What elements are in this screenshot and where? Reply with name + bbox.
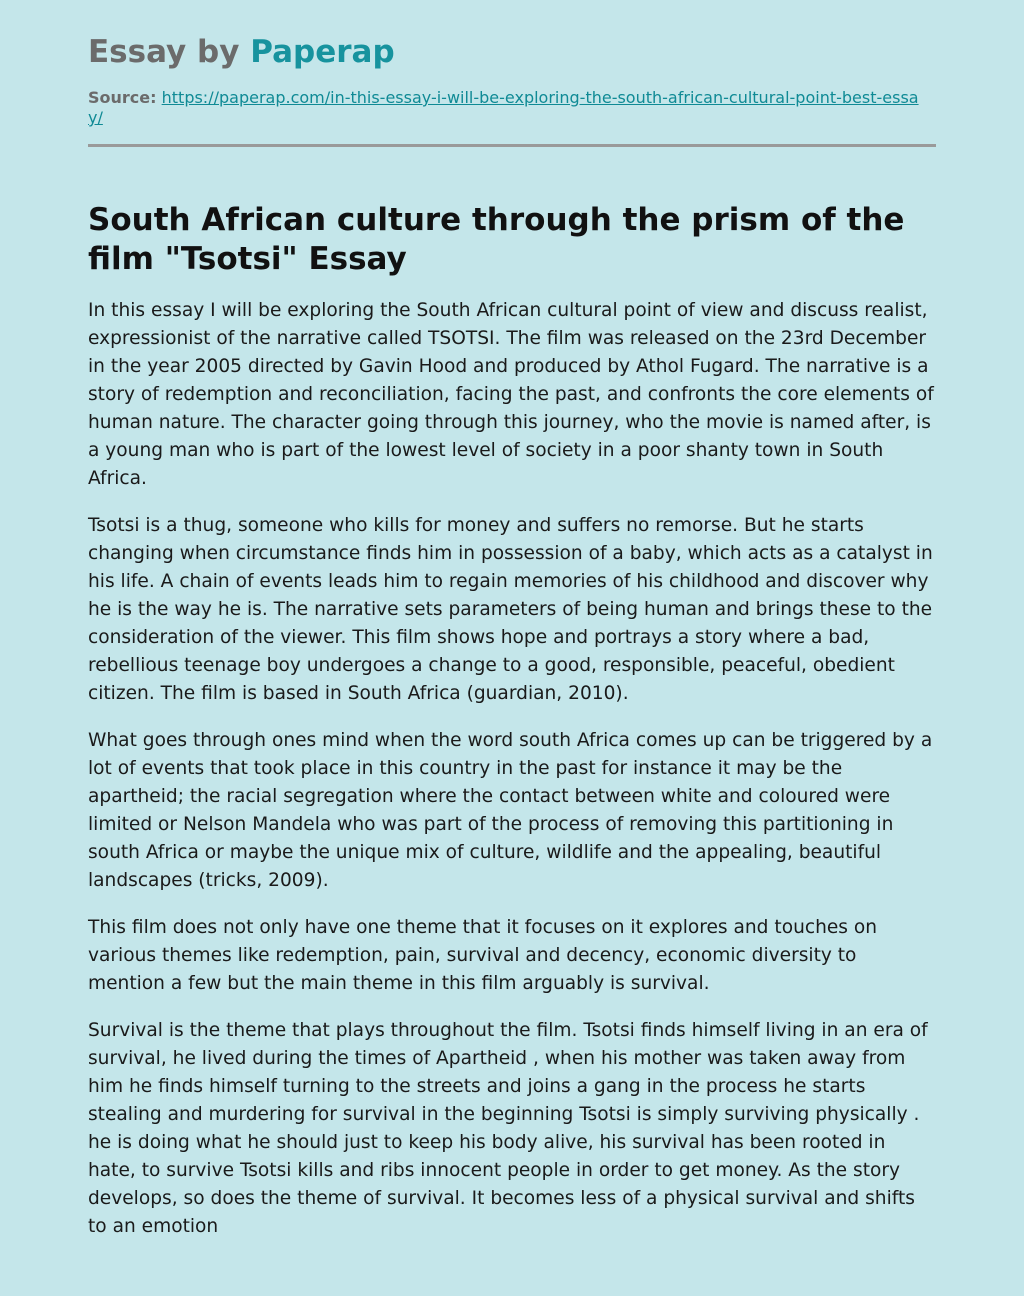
essay-title: South African culture through the prism of the film "Tsotsi" Essay — [88, 202, 905, 277]
site-brand[interactable] — [88, 30, 936, 74]
essay-paragraph-3: What goes through ones mind when the word south Africa comes up can be triggered by a lot of events that took place in this country in the past for instance it may be the apartheid; the racial segregation where the contact between white and coloured were limited or Nelson Mandela who was part of the process of removing this partitioning in south Africa or maybe the unique mix of culture, wildlife and the appealing, beautiful landscapes (tricks, 2009). — [88, 730, 933, 891]
essay-paragraph-2: Tsotsi is a thug, someone who kills for money and suffers no remorse. But he starts changing when circumstance finds him in possession of a baby, which acts as a catalyst in his life. A chain of events leads him to regain memories of his childhood and discover why he is the way he is. The narrative sets parameters of being human and brings these to the consideration of the viewer. This film shows hope and portrays a story where a bad, rebellious teenage boy undergoes a change to a good, responsible, peaceful, obedient citizen. The film is based in South Africa (guardian, 2010). — [88, 515, 933, 704]
brand-name: Paperap — [250, 34, 395, 70]
essay-body — [88, 297, 936, 1241]
source-line — [88, 88, 928, 128]
source-link[interactable]: https://paperap.com/in-this-essay-i-will-be-exploring-the-south-african-cultural-point-best-essay/ — [88, 88, 919, 127]
essay-paragraph-1: In this essay I will be exploring the South African cultural point of view and discuss realist, expressionist of the narrative called TSOTSI. The film was released on the 23rd December in the year 2005 directed by Gavin Hood and produced by Athol Fugard. The narrative is a story of redemption and reconciliation, facing the past, and confronts the core elements of human nature. The character going through this journey, who the movie is named after, is a young man who is part of the lowest level of society in a poor shanty town in South Africa. — [88, 300, 934, 489]
source-label: Source: — [88, 88, 157, 107]
essay-paragraph-4: This film does not only have one theme that it focuses on it explores and touches on various themes like redemption, pain, survival and decency, economic diversity to mention a few but the main theme in this film arguably is survival. — [88, 917, 878, 994]
essay-paragraph-5: Survival is the theme that plays throughout the film. Tsotsi finds himself living in an era of survival, he lived during the times of Apartheid , when his mother was taken away from him he finds himself turning to the streets and joins a gang in the process he starts stealing and murdering for survival in the beginning Tsotsi is simply surviving physically . he is doing what he should just to keep his body alive, his survival has been rooted in hate, to survive Tsotsi kills and ribs innocent people in order to get money. As the story develops, so does the theme of survival. It becomes less of a physical survival and shifts to an emotion — [88, 1020, 928, 1237]
brand-prefix: Essay by — [88, 34, 251, 70]
header-divider — [88, 144, 936, 147]
